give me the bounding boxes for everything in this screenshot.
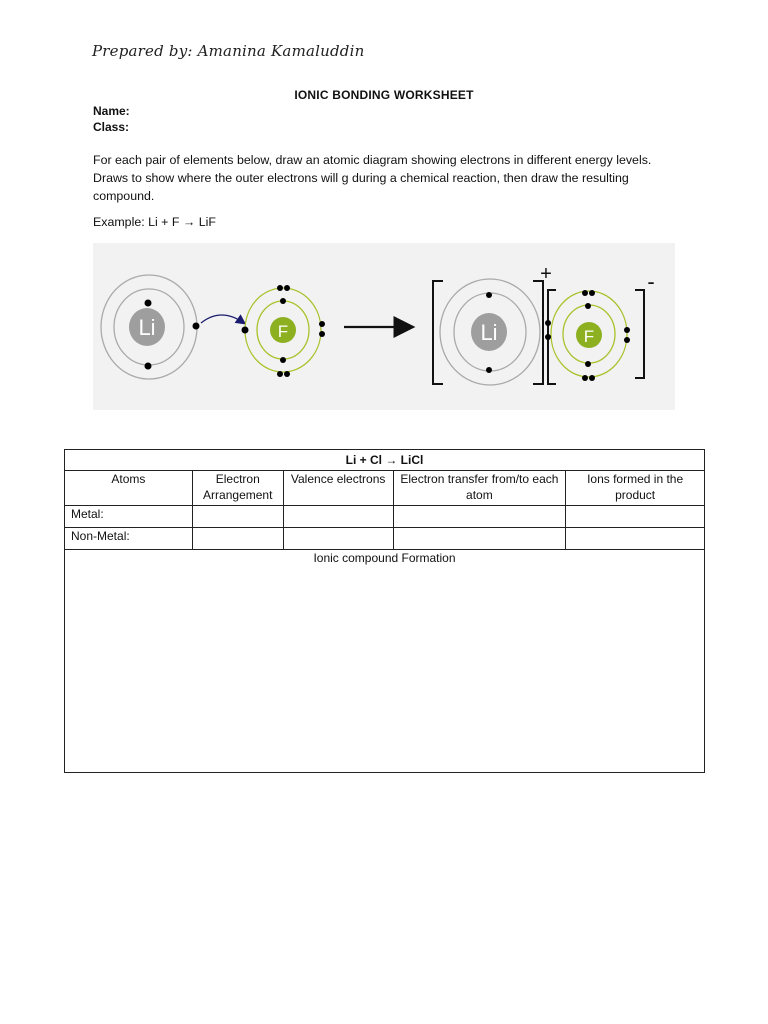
- worksheet-title: IONIC BONDING WORKSHEET: [294, 88, 474, 102]
- answer-cell[interactable]: [566, 506, 705, 528]
- electron: [193, 323, 200, 330]
- answer-cell[interactable]: [283, 506, 393, 528]
- example-diagram: [93, 243, 675, 410]
- column-header: Electron transfer from/to each atom: [393, 471, 566, 506]
- reaction-header: Li + Cl → LiCl: [65, 450, 705, 471]
- f-ion-symbol: F: [583, 327, 595, 346]
- row-label-non-metal: Non-Metal:: [65, 528, 193, 550]
- plus-sign: +: [540, 263, 552, 285]
- transfer-arrow: [201, 315, 244, 323]
- electron: [145, 363, 152, 370]
- answer-cell[interactable]: [566, 528, 705, 550]
- formation-area[interactable]: [65, 550, 705, 773]
- column-header: Valence electrons: [283, 471, 393, 506]
- answer-cell[interactable]: [393, 506, 566, 528]
- minus-sign: -: [647, 269, 655, 294]
- electron: [145, 300, 152, 307]
- li-atom: [101, 275, 200, 379]
- column-header: Electron Arrangement: [192, 471, 283, 506]
- column-header: Atoms: [65, 471, 193, 506]
- class-label: Class:: [93, 120, 130, 134]
- prepared-by: Prepared by: Amanina Kamaluddin: [92, 42, 365, 60]
- worksheet-table: [64, 449, 705, 773]
- table-row: [65, 528, 705, 550]
- answer-cell[interactable]: [283, 528, 393, 550]
- lif-diagram-svg: [93, 243, 675, 410]
- example-text: Example: Li + F → LiF: [93, 215, 216, 229]
- answer-cell[interactable]: [192, 528, 283, 550]
- instructions-text: For each pair of elements below, draw an atomic diagram showing electrons in different energy levels. Draws to show where the outer electrons will g during a chemical reaction, then draw the resulting compound.: [93, 153, 652, 203]
- name-label: Name:: [93, 104, 130, 118]
- row-label-metal: Metal:: [65, 506, 193, 528]
- answer-cell[interactable]: [393, 528, 566, 550]
- li-ion: [433, 263, 552, 385]
- f-symbol: F: [277, 322, 289, 341]
- column-header: Ions formed in the product: [566, 471, 705, 506]
- formation-label: Ionic compound Formation: [313, 551, 456, 565]
- answer-cell[interactable]: [192, 506, 283, 528]
- li-ion-symbol: Li: [480, 320, 498, 345]
- li-symbol: Li: [138, 315, 156, 340]
- table-row: [65, 506, 705, 528]
- f-ion: [545, 269, 655, 384]
- f-atom: [242, 285, 326, 377]
